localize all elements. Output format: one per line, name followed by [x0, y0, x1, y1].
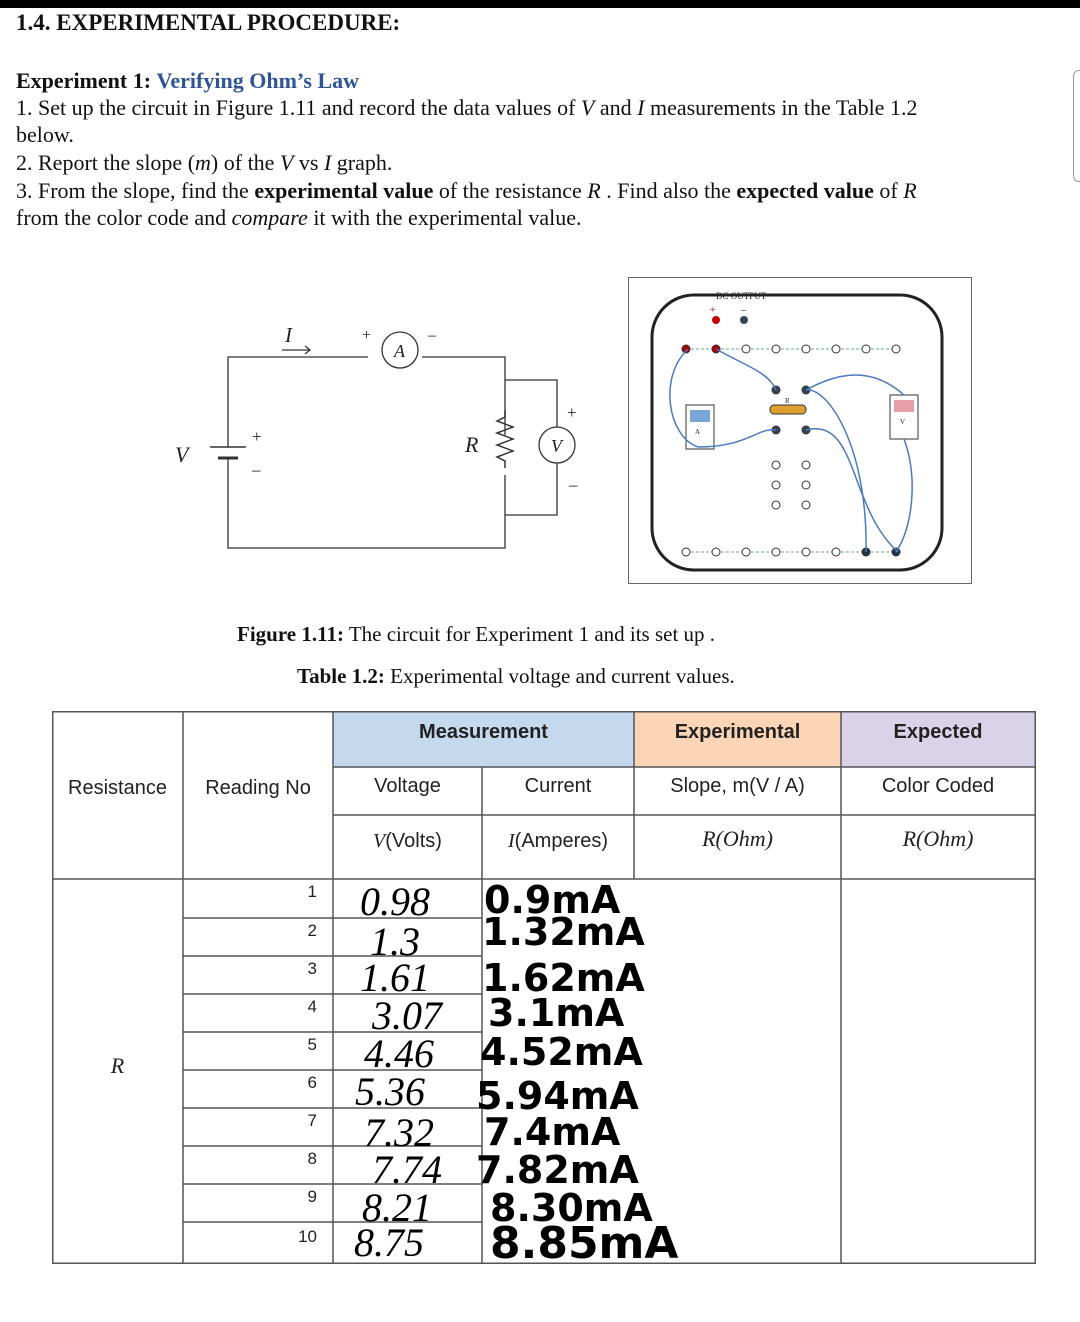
experiment-heading: Experiment 1: Verifying Ohm’s Law	[16, 68, 360, 93]
current-value: 8.30mA	[490, 1186, 653, 1230]
reading-no: 9	[307, 1186, 317, 1206]
step-3-cont: from the color code and compare it with the experimental value.	[16, 205, 582, 230]
unit-expected: R(Ohm)	[902, 826, 974, 851]
current-value: 1.62mA	[482, 956, 645, 1000]
voltage-value: 1.61	[360, 955, 430, 1000]
col-voltage: Voltage	[374, 774, 441, 797]
unit-voltage: V (Volts)	[373, 829, 442, 852]
col-current: Current	[524, 774, 592, 797]
current-value: 3.1mA	[488, 991, 625, 1035]
current-value: 5.94mA	[476, 1074, 639, 1118]
voltage-value: 8.21	[362, 1185, 432, 1230]
reading-no: 7	[307, 1110, 317, 1130]
current-value: 8.85mA	[490, 1218, 679, 1269]
svg-text:–: –	[428, 327, 436, 344]
resistance-label: R	[110, 1053, 125, 1078]
header-experimental: Experimental	[674, 720, 801, 743]
reading-no: 10	[298, 1227, 317, 1246]
current-value: 0.9mA	[484, 878, 621, 922]
voltage-value: 1.3	[370, 919, 420, 964]
voltage-value: 3.07	[372, 993, 442, 1038]
svg-text:+: +	[567, 403, 577, 422]
section-title: 1.4. EXPERIMENTAL PROCEDURE:	[16, 10, 401, 35]
voltage-value: 7.74	[372, 1147, 442, 1192]
svg-text:–: –	[741, 305, 746, 316]
top-bar	[0, 0, 1080, 8]
circuit-diagram	[160, 300, 600, 560]
voltage-value: 0.98	[360, 879, 430, 924]
svg-text:–: –	[252, 460, 261, 479]
svg-text:V: V	[900, 418, 906, 426]
current-value: 1.32mA	[482, 910, 645, 954]
step-3: 3. From the slope, find the experimental value of the resistance R . Find also the expected value of R	[16, 178, 917, 203]
current-value: 7.4mA	[484, 1110, 621, 1154]
svg-text:+: +	[252, 427, 262, 446]
voltage-value: 5.36	[355, 1069, 425, 1114]
reading-no: 5	[307, 1034, 317, 1054]
data-table	[52, 711, 1036, 1269]
voltage-value: 8.75	[354, 1220, 424, 1265]
unit-experimental: R(Ohm)	[702, 826, 773, 851]
svg-text:R: R	[785, 397, 790, 405]
svg-text:A: A	[695, 428, 701, 436]
svg-text:–: –	[569, 475, 578, 494]
source-label: V	[175, 442, 189, 467]
col-reading: Reading No	[205, 776, 311, 799]
scroll-indicator[interactable]	[1073, 70, 1080, 182]
board-title: DC OUTPUT	[716, 291, 767, 301]
col-resistance: Resistance	[68, 776, 167, 799]
current-value: 4.52mA	[480, 1030, 643, 1074]
col-slope: Slope, m(V / A)	[670, 774, 805, 797]
reading-no: 1	[307, 881, 317, 901]
unit-current: I (Amperes)	[507, 829, 609, 852]
header-expected: Expected	[893, 720, 983, 743]
col-color-coded: Color Coded	[881, 774, 995, 797]
svg-text:+: +	[710, 305, 716, 316]
reading-no: 6	[307, 1072, 317, 1092]
figure-caption: Figure 1.11: The circuit for Experiment 1 and its set up .	[237, 622, 716, 646]
svg-text:+: +	[362, 327, 372, 344]
voltage-value: 4.46	[364, 1031, 434, 1076]
resistor-label: R	[465, 432, 479, 457]
step-2: 2. Report the slope (m) of the V vs I graph.	[16, 150, 393, 175]
reading-no: 3	[307, 958, 317, 978]
breadboard-setup	[628, 277, 972, 584]
current-label: I	[285, 323, 292, 347]
reading-no: 2	[307, 920, 317, 940]
voltmeter-label: V	[551, 436, 562, 456]
current-value: 7.82mA	[476, 1148, 639, 1192]
step-1-cont: below.	[16, 122, 74, 147]
step-1: 1. Set up the circuit in Figure 1.11 and record the data values of V and I measurements in the Table 1.2	[16, 95, 918, 120]
reading-no: 4	[307, 996, 317, 1016]
table-caption: Table 1.2: Experimental voltage and current values.	[297, 664, 735, 688]
voltage-value: 7.32	[364, 1110, 434, 1155]
reading-no: 8	[307, 1148, 317, 1168]
ammeter-label: A	[394, 341, 405, 361]
header-measurement: Measurement	[419, 720, 548, 743]
